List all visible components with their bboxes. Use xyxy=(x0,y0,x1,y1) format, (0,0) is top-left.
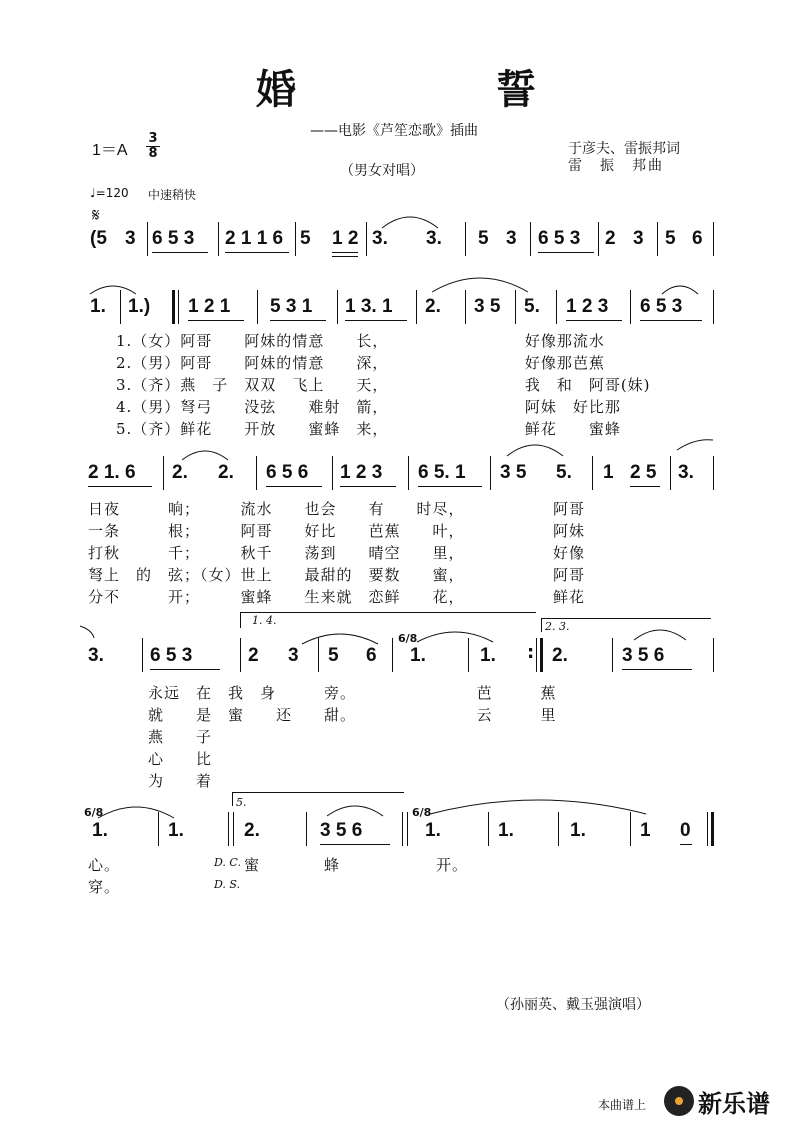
lyric-line: 4.（男）弩弓 没弦 难射 箭， 阿妹 好比那 xyxy=(116,398,621,416)
underline xyxy=(152,252,208,253)
tempo-marking: ♩=120 xyxy=(90,186,129,200)
underline xyxy=(188,320,244,321)
note: 2. xyxy=(425,296,441,317)
staff-row-4 xyxy=(0,645,792,675)
barline xyxy=(630,812,631,846)
barline xyxy=(256,456,257,490)
lyric-line: 一条 根； 阿哥 好比 芭蕉 叶， 阿妹 xyxy=(88,522,586,540)
volta-label: 5. xyxy=(236,796,247,809)
underline xyxy=(630,486,660,487)
underline xyxy=(332,256,358,257)
composer: 雷 振 邦曲 xyxy=(568,158,664,174)
note: 1. xyxy=(92,820,108,841)
dal-segno-mark: D. S. xyxy=(214,878,241,891)
note: 6 xyxy=(692,228,703,249)
note: 1 3. 1 xyxy=(345,296,393,317)
slur xyxy=(415,628,495,644)
slur xyxy=(632,626,688,642)
note: 1. xyxy=(570,820,586,841)
meter-change: 6/8 xyxy=(398,632,418,645)
barline xyxy=(530,222,531,256)
lyric-line: 打秋 千； 秋千 荡到 晴空 里， 好像 xyxy=(88,544,586,562)
barline xyxy=(556,290,557,324)
volta-bracket xyxy=(541,618,542,632)
note: 1 2 3 xyxy=(566,296,609,317)
volta-line xyxy=(240,612,536,613)
barline xyxy=(163,456,164,490)
lyric-line: 永远 在 我 身 旁。 芭 蕉 xyxy=(148,684,557,702)
source-prefix: 本曲谱上 xyxy=(598,1098,647,1112)
slur xyxy=(430,272,530,294)
note: 2 1. 6 xyxy=(88,462,136,483)
volta-line xyxy=(541,618,711,619)
singers-credit: （孙丽英、戴玉强演唱） xyxy=(496,997,650,1013)
barline xyxy=(536,638,537,672)
barline xyxy=(257,290,258,324)
lyric-line: 就 是 蜜 还 甜。 云 里 xyxy=(148,706,557,724)
barline xyxy=(465,222,466,256)
note: 3 xyxy=(288,645,299,666)
volta-bracket xyxy=(232,792,233,806)
barline xyxy=(630,290,631,324)
meter-change: 6/8 xyxy=(412,806,432,819)
note: 2. xyxy=(218,462,234,483)
repeat-end xyxy=(540,638,543,672)
note: 2. xyxy=(172,462,188,483)
note: 3 5 6 xyxy=(320,820,363,841)
note: 1. xyxy=(410,645,426,666)
volta-bracket xyxy=(240,612,241,628)
note: 1 xyxy=(640,820,651,841)
note: 5 xyxy=(300,228,311,249)
note: 3 5 6 xyxy=(622,645,665,666)
barline xyxy=(407,812,408,846)
slur xyxy=(660,282,700,296)
meter-change: 6/8 xyxy=(84,806,104,819)
note: 3 5 xyxy=(500,462,527,483)
note: 2 xyxy=(248,645,259,666)
volta-label: 2. 3. xyxy=(545,620,570,633)
note: 2 5 xyxy=(630,462,657,483)
lyric-line: 日夜 响； 流水 也会 有 时尽， 阿哥 xyxy=(88,500,586,518)
time-top: 3 xyxy=(148,131,158,146)
note: 2. xyxy=(244,820,260,841)
time-signature xyxy=(146,132,160,161)
note: 1 2 1 xyxy=(188,296,231,317)
underline xyxy=(88,486,152,487)
barline xyxy=(178,290,179,324)
record-logo-icon xyxy=(664,1086,694,1116)
underline xyxy=(270,320,326,321)
underline xyxy=(345,320,407,321)
repeat-dots: : xyxy=(527,642,535,663)
barline xyxy=(713,290,714,324)
lyric-line: 2.（男）阿哥 阿妹的情意 深， 好像那芭蕉 xyxy=(116,354,605,372)
note: (5 xyxy=(90,228,107,249)
time-bottom: 8 xyxy=(148,146,158,161)
slur xyxy=(180,446,230,462)
slur xyxy=(96,802,176,820)
barline xyxy=(490,456,491,490)
barline xyxy=(240,638,241,672)
note: 5 xyxy=(328,645,339,666)
barline xyxy=(612,638,613,672)
note: 1. xyxy=(480,645,496,666)
lyricist: 于彦夫、雷振邦词 xyxy=(568,141,680,157)
note: 3. xyxy=(88,645,104,666)
brand-name: 新乐谱 xyxy=(698,1090,770,1118)
note: 1.) xyxy=(128,296,151,317)
note: 3 5 xyxy=(474,296,501,317)
slur xyxy=(78,624,98,640)
underline xyxy=(566,320,622,321)
barline xyxy=(233,812,234,846)
barline xyxy=(295,222,296,256)
lyric-line: 5.（齐）鲜花 开放 蜜蜂 来， 鲜花 蜜蜂 xyxy=(116,420,621,438)
barline xyxy=(392,638,393,672)
barline xyxy=(670,456,671,490)
note: 5 3 1 xyxy=(270,296,313,317)
lyric-line: 心。 xyxy=(88,856,121,874)
note: 1. xyxy=(168,820,184,841)
barline xyxy=(488,812,489,846)
barline xyxy=(657,222,658,256)
slur xyxy=(300,630,380,646)
staff-row-2 xyxy=(0,296,792,326)
note: 3. xyxy=(678,462,694,483)
note: 3. xyxy=(372,228,388,249)
barline xyxy=(598,222,599,256)
note: 1. xyxy=(90,296,106,317)
performers-note: （男女对唱） xyxy=(340,163,424,179)
note: 1 xyxy=(603,462,614,483)
tempo-text: 中速稍快 xyxy=(148,188,197,202)
slur xyxy=(428,796,648,816)
note: 3 xyxy=(125,228,136,249)
underline xyxy=(332,252,358,253)
lyric-line: 为 着 xyxy=(148,772,213,790)
lyric-line: 3.（齐）燕 子 双双 飞上 天， 我 和 阿哥(妹) xyxy=(116,376,651,394)
note: 6 5 3 xyxy=(640,296,683,317)
volta-line xyxy=(232,792,404,793)
staff-row-5 xyxy=(0,820,792,850)
underline xyxy=(266,486,322,487)
lyric-line: 弩上 的 弦；（女）世上 最甜的 要数 蜜， 阿哥 xyxy=(88,566,586,584)
barline xyxy=(713,456,714,490)
barline xyxy=(592,456,593,490)
repeat-start xyxy=(172,290,175,324)
note: 2 xyxy=(605,228,616,249)
barline xyxy=(416,290,417,324)
barline xyxy=(515,290,516,324)
underline xyxy=(622,669,692,670)
staff-row-3 xyxy=(0,462,792,492)
lyric-line: 分不 开； 蜜蜂 生来就 恋鲜 花， 鲜花 xyxy=(88,588,586,606)
lyric-line: 1.（女）阿哥 阿妹的情意 长， 好像那流水 xyxy=(116,332,605,350)
note: 1. xyxy=(425,820,441,841)
barline xyxy=(713,222,714,256)
note: 5. xyxy=(524,296,540,317)
note: 6 5 3 xyxy=(150,645,193,666)
barline xyxy=(402,812,403,846)
note: 1 2 xyxy=(332,228,359,249)
barline xyxy=(306,812,307,846)
volta-label: 1. 4. xyxy=(252,614,277,627)
note: 5 xyxy=(665,228,676,249)
note: 2. xyxy=(552,645,568,666)
underline xyxy=(640,320,702,321)
barline xyxy=(228,812,229,846)
staff-row-1 xyxy=(0,228,792,258)
barline xyxy=(707,812,708,846)
lyric-line: 燕 子 xyxy=(148,728,213,746)
slur xyxy=(380,212,440,232)
slur xyxy=(325,802,385,818)
barline xyxy=(142,638,143,672)
barline xyxy=(558,812,559,846)
note: 6 5. 1 xyxy=(418,462,466,483)
segno-icon: 𝄋 xyxy=(92,205,100,226)
key-signature: 1＝A xyxy=(92,142,128,159)
barline xyxy=(408,456,409,490)
barline xyxy=(465,290,466,324)
underline xyxy=(225,252,289,253)
barline xyxy=(218,222,219,256)
underline xyxy=(680,844,692,845)
barline xyxy=(332,456,333,490)
note: 0 xyxy=(680,820,691,841)
underline xyxy=(150,669,220,670)
underline xyxy=(320,844,390,845)
underline xyxy=(340,486,396,487)
note: 6 5 3 xyxy=(538,228,581,249)
underline xyxy=(418,486,482,487)
barline xyxy=(713,638,714,672)
slur xyxy=(675,438,715,452)
slur xyxy=(88,282,138,296)
barline xyxy=(337,290,338,324)
lyric-line: 穿。 xyxy=(88,878,121,896)
final-barline xyxy=(711,812,714,846)
note: 6 5 6 xyxy=(266,462,309,483)
underline xyxy=(538,252,594,253)
note: 1. xyxy=(498,820,514,841)
note: 3 xyxy=(506,228,517,249)
note: 3. xyxy=(426,228,442,249)
note: 2 1 1 6 xyxy=(225,228,284,249)
da-capo-mark: D. C. xyxy=(214,856,241,869)
note: 6 5 3 xyxy=(152,228,195,249)
barline xyxy=(366,222,367,256)
note: 1 2 3 xyxy=(340,462,383,483)
note: 5. xyxy=(556,462,572,483)
lyric-line: 心 比 xyxy=(148,750,213,768)
note: 5 xyxy=(478,228,489,249)
lyric-line: 蜜 蜂 开。 xyxy=(244,856,469,874)
note: 3 xyxy=(633,228,644,249)
note: 6 xyxy=(366,645,377,666)
barline xyxy=(147,222,148,256)
subtitle: ——电影《芦笙恋歌》插曲 xyxy=(310,123,478,139)
slur xyxy=(505,440,565,458)
page-title: 婚 誓 xyxy=(256,66,616,113)
